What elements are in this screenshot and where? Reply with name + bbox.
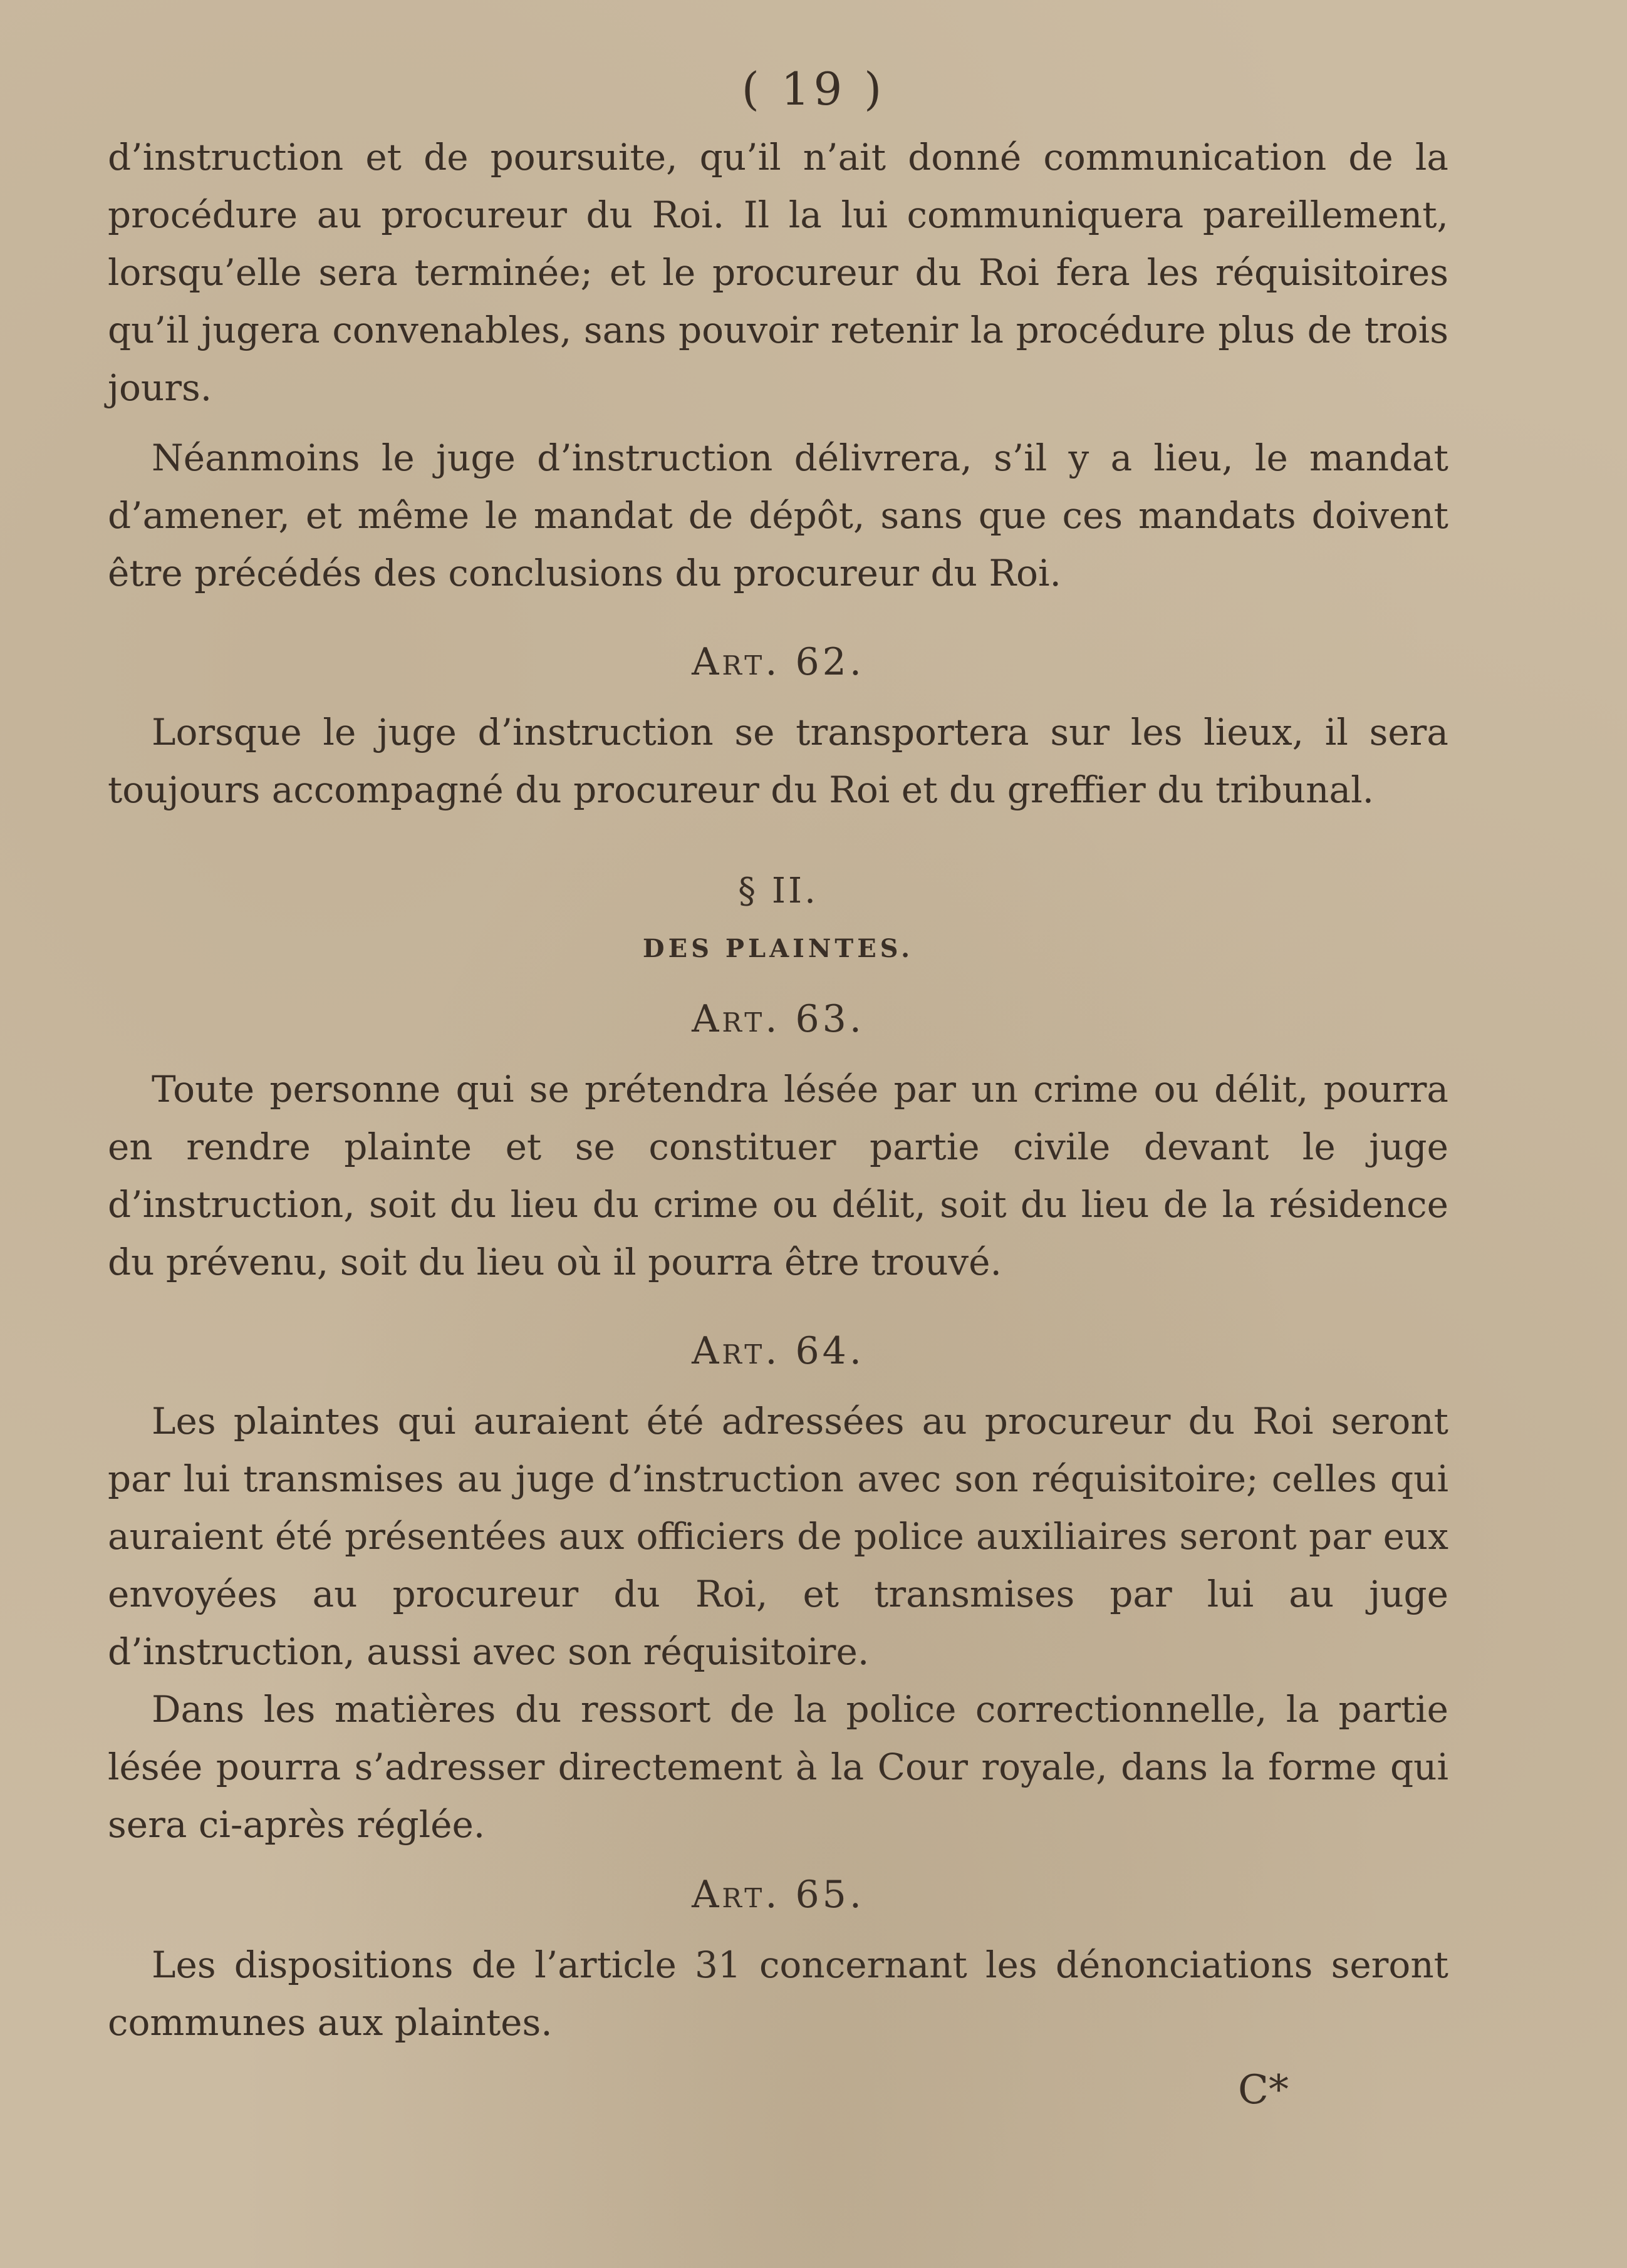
paragraph: Néanmoins le juge d’instruction délivrera, s’il y a lieu, le mandat d’amener, et même le mandat de dépôt, sans que ces mandats doivent être précédés des conclusions du procureur du Roi.	[108, 437, 1448, 594]
page-number: ( 19 )	[741, 63, 886, 115]
body-text	[108, 128, 1448, 2051]
signature-mark: C*	[1238, 2067, 1289, 2113]
paragraph: Les dispositions de l’article 31 concernant les dénonciations seront communes aux plaintes.	[108, 1944, 1448, 2044]
paragraph: Lorsque le juge d’instruction se transportera sur les lieux, il sera toujours accompagné du procureur du Roi et du greffier du tribunal.	[108, 711, 1448, 811]
article-heading: Art. 65.	[692, 1873, 865, 1917]
paragraph: Les plaintes qui auraient été adressées au procureur du Roi seront par lui transmises au juge d’instruction avec son réquisitoire; celles qui auraient été présentées aux officiers de police auxiliaires seront par eux envoyées au procureur du Roi, et transmises par lui au juge d’instruction, aussi avec son réquisitoire.	[108, 1400, 1448, 1673]
paragraph: Toute personne qui se prétendra lésée par un crime ou délit, pourra en rendre plainte et se constituer partie civile devant le juge d’instruction, soit du lieu du crime ou délit, soit du lieu de la résidence du prévenu, soit du lieu où il pourra être trouvé.	[108, 1068, 1448, 1283]
section-number: § II.	[738, 871, 818, 911]
section-title: DES PLAINTES.	[642, 934, 914, 963]
paragraph: Dans les matières du ressort de la police correctionnelle, la partie lésée pourra s’adresser directement à la Cour royale, dans la forme qui sera ci-après réglée.	[108, 1688, 1448, 1846]
continuation-paragraph: d’instruction et de poursuite, qu’il n’ait donné communication de la procédure au procureur du Roi. Il la lui communiquera pareillement, lorsqu’elle sera terminée; et le procureur du Roi fera les réquisitoires qu’il jugera convenables, sans pouvoir retenir la procédure plus de trois jours.	[108, 136, 1448, 409]
article-heading: Art. 64.	[692, 1329, 865, 1373]
article-heading: Art. 62.	[692, 640, 865, 684]
article-heading: Art. 63.	[692, 997, 865, 1041]
